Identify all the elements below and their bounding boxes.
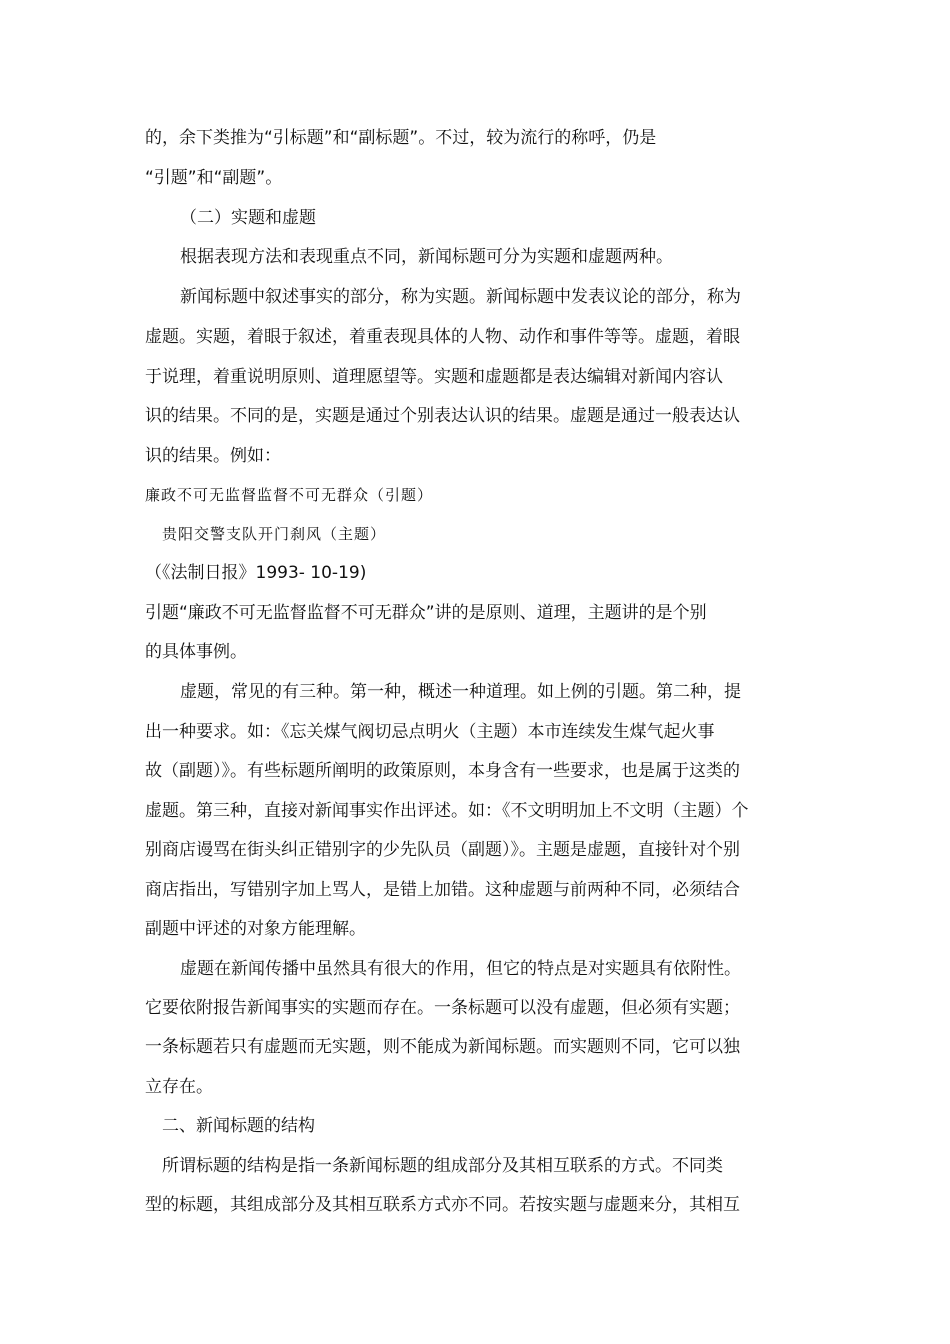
text-line: 的具体事例。 (145, 642, 247, 662)
text-line: “引题”和“副题”。 (145, 168, 283, 188)
text-line: 识的结果。例如： (145, 446, 281, 466)
example-headline-lead: 廉政不可无监督监督不可无群众（引题） (145, 486, 434, 504)
text-line: 它要依附报告新闻事实的实题而存在。一条标题可以没有虚题，但必须有实题； (145, 998, 740, 1018)
text-line: 根据表现方法和表现重点不同，新闻标题可分为实题和虚题两种。 (180, 247, 673, 267)
section-heading: 二、新闻标题的结构 (162, 1116, 315, 1136)
text-line: 副题中评述的对象方能理解。 (145, 919, 366, 939)
text-line: 商店指出，写错别字加上骂人，是错上加错。这种虚题与前两种不同，必须结合 (145, 880, 740, 900)
text-line: 识的结果。不同的是，实题是通过个别表达认识的结果。虚题是通过一般表达认 (145, 406, 740, 426)
text-line: 的，余下类推为“引标题”和“副标题”。不过，较为流行的称呼，仍是 (145, 128, 657, 148)
text-line: 引题“廉政不可无监督监督不可无群众”讲的是原则、道理，主题讲的是个别 (145, 603, 707, 623)
text-line: 故（副题）》。有些标题所阐明的政策原则，本身含有一些要求，也是属于这类的 (145, 761, 740, 781)
example-source: （《法制日报》1993- 10-19) (145, 563, 367, 583)
text-line: 新闻标题中叙述事实的部分，称为实题。新闻标题中发表议论的部分，称为 (180, 287, 741, 307)
text-line: 出一种要求。如：《忘关煤气阀切忌点明火（主题）本市连续发生煤气起火事 (145, 722, 715, 742)
text-line: 一条标题若只有虚题而无实题，则不能成为新闻标题。而实题则不同，它可以独 (145, 1037, 740, 1057)
example-headline-main: 贵阳交警支队开门刹风（主题） (162, 525, 387, 543)
text-line: 虚题。第三种，直接对新闻事实作出评述。如：《不文明明加上不文明（主题）个 (145, 801, 749, 821)
text-line: 所谓标题的结构是指一条新闻标题的组成部分及其相互联系的方式。不同类 (162, 1156, 723, 1176)
text-line: 虚题，常见的有三种。第一种，概述一种道理。如上例的引题。第二种，提 (180, 682, 741, 702)
section-heading: （二）实题和虚题 (180, 208, 316, 228)
text-line: 型的标题，其组成部分及其相互联系方式亦不同。若按实题与虚题来分，其相互 (145, 1195, 740, 1215)
text-line: 虚题在新闻传播中虽然具有很大的作用，但它的特点是对实题具有依附性。 (180, 959, 741, 979)
text-line: 别商店谩骂在街头纠正错别字的少先队员（副题）》。主题是虚题，直接针对个别 (145, 840, 740, 860)
text-line: 立存在。 (145, 1077, 213, 1097)
text-line: 虚题。实题，着眼于叙述，着重表现具体的人物、动作和事件等等。虚题，着眼 (145, 327, 740, 347)
text-line: 于说理，着重说明原则、道理愿望等。实题和虚题都是表达编辑对新闻内容认 (145, 367, 723, 387)
